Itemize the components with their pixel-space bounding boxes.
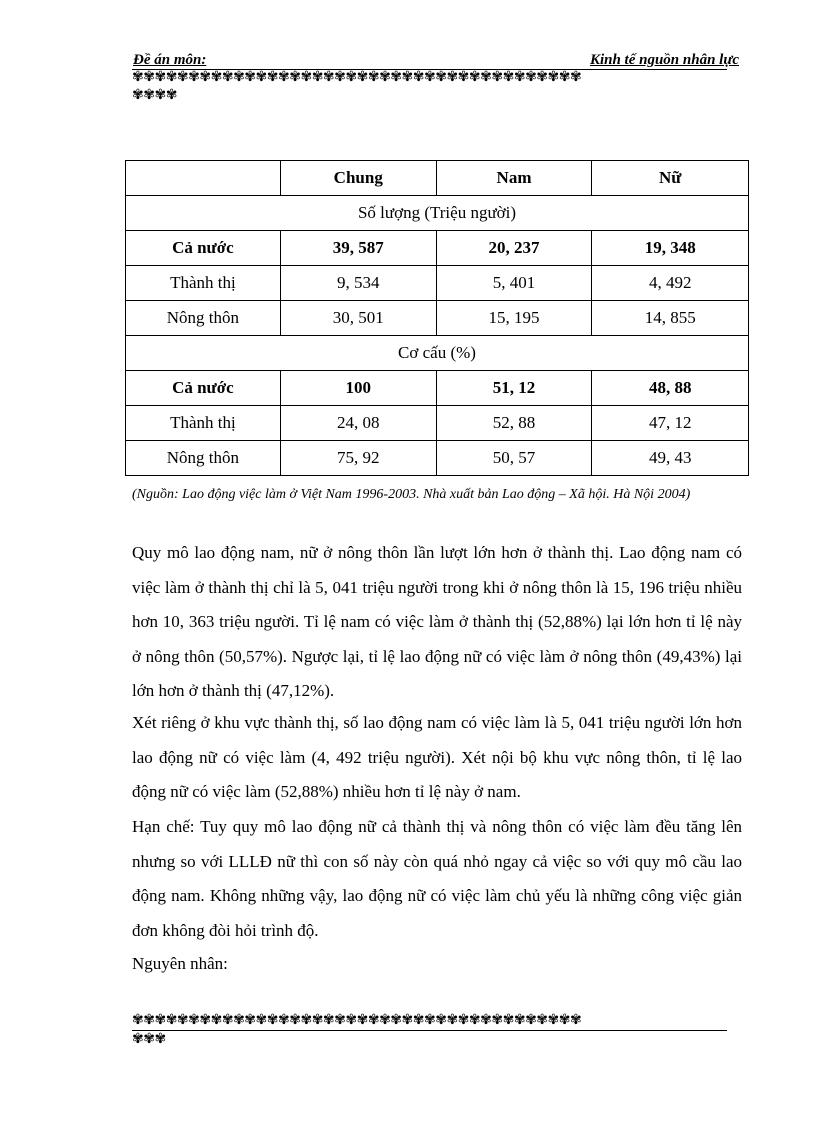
table-cell: 39, 587 (280, 231, 436, 266)
table-row (126, 231, 749, 266)
footer-ornament-line: ✾✾✾ (132, 1032, 166, 1047)
table-cell: 9, 534 (280, 266, 436, 301)
table-cell: Thành thị (126, 406, 281, 441)
table-cell: Thành thị (126, 266, 281, 301)
table-section-row (126, 196, 749, 231)
table-cell: Cả nước (126, 231, 281, 266)
body-paragraph: Quy mô lao động nam, nữ ở nông thôn lần lượt lớn hơn ở thành thị. Lao động nam có việc làm ở thành thị chỉ là 5, 041 triệu người trong khi ở nông thôn là 15, 196 triệu nhiều hơn 10, 363 triệu người. Tỉ lệ nam có việc làm ở thành thị (52,88%) lại lớn hơn tỉ lệ này ở nông thôn (50,57%). Ngược lại, tỉ lệ lao động nữ có việc làm ở nông thôn (49,43%) lại lớn hơn ở thành thị (47,12%). (132, 543, 742, 700)
table-row (126, 266, 749, 301)
header-subject-label: Đề án môn: (133, 52, 207, 68)
table-cell: 50, 57 (436, 441, 592, 476)
body-paragraph: Nguyên nhân: (132, 954, 228, 973)
footer-ornament-line: ✾✾✾✾✾✾✾✾✾✾✾✾✾✾✾✾✾✾✾✾✾✾✾✾✾✾✾✾✾✾✾✾✾✾✾✾✾✾✾✾ (132, 1013, 582, 1028)
header-ornament-line: ✾✾✾✾ (132, 88, 177, 103)
table-header-row (126, 161, 749, 196)
table-cell: 47, 12 (592, 406, 749, 441)
table-cell: 52, 88 (436, 406, 592, 441)
table-source-note: (Nguồn: Lao động việc làm ở Việt Nam 1996-2003. Nhà xuất bản Lao động – Xã hội. Hà Nội 2004) (132, 487, 691, 502)
labor-statistics-table (125, 160, 749, 476)
table-cell: 15, 195 (436, 301, 592, 336)
section-title-quantity: Số lượng (Triệu người) (126, 196, 749, 231)
table-cell: 30, 501 (280, 301, 436, 336)
section-title-structure: Cơ cấu (%) (126, 336, 749, 371)
table-cell: 24, 08 (280, 406, 436, 441)
header-ornament-line: ✾✾✾✾✾✾✾✾✾✾✾✾✾✾✾✾✾✾✾✾✾✾✾✾✾✾✾✾✾✾✾✾✾✾✾✾✾✾✾✾ (132, 70, 582, 85)
table-cell: Cả nước (126, 371, 281, 406)
header-course-title: Kinh tế nguồn nhân lực (589, 52, 739, 68)
table-header-cell: Nam (436, 161, 592, 196)
table-cell: 4, 492 (592, 266, 749, 301)
table-row (126, 441, 749, 476)
table-cell: 75, 92 (280, 441, 436, 476)
body-paragraph: Hạn chế: Tuy quy mô lao động nữ cả thành thị và nông thôn có việc làm đều tăng lên nhưng so với LLLĐ nữ thì con số này còn quá nhỏ ngay cả việc so với quy mô cầu lao động nam. Không những vậy, lao động nữ có việc làm chủ yếu là những công việc giản đơn không đòi hỏi trình độ. (132, 817, 742, 940)
table-cell: 19, 348 (592, 231, 749, 266)
table-section-row (126, 336, 749, 371)
footer-rule (132, 1030, 727, 1031)
body-paragraph: Xét riêng ở khu vực thành thị, số lao động nam có việc làm là 5, 041 triệu người lớn hơn lao động nữ có việc làm (4, 492 triệu người). Xét nội bộ khu vực nông thôn, tỉ lệ lao động nữ có việc làm (52,88%) nhiều hơn tỉ lệ này ở nam. (132, 713, 742, 801)
table-row (126, 301, 749, 336)
table-cell: 51, 12 (436, 371, 592, 406)
table-cell: 20, 237 (436, 231, 592, 266)
table-row (126, 371, 749, 406)
table-header-cell: Chung (280, 161, 436, 196)
table-cell: 49, 43 (592, 441, 749, 476)
table-header-cell (126, 161, 281, 196)
table-cell: 5, 401 (436, 266, 592, 301)
table-cell: 48, 88 (592, 371, 749, 406)
table-cell: 14, 855 (592, 301, 749, 336)
table-cell: 100 (280, 371, 436, 406)
table-header-cell: Nữ (592, 161, 749, 196)
table-cell: Nông thôn (126, 301, 281, 336)
table-row (126, 406, 749, 441)
table-cell: Nông thôn (126, 441, 281, 476)
